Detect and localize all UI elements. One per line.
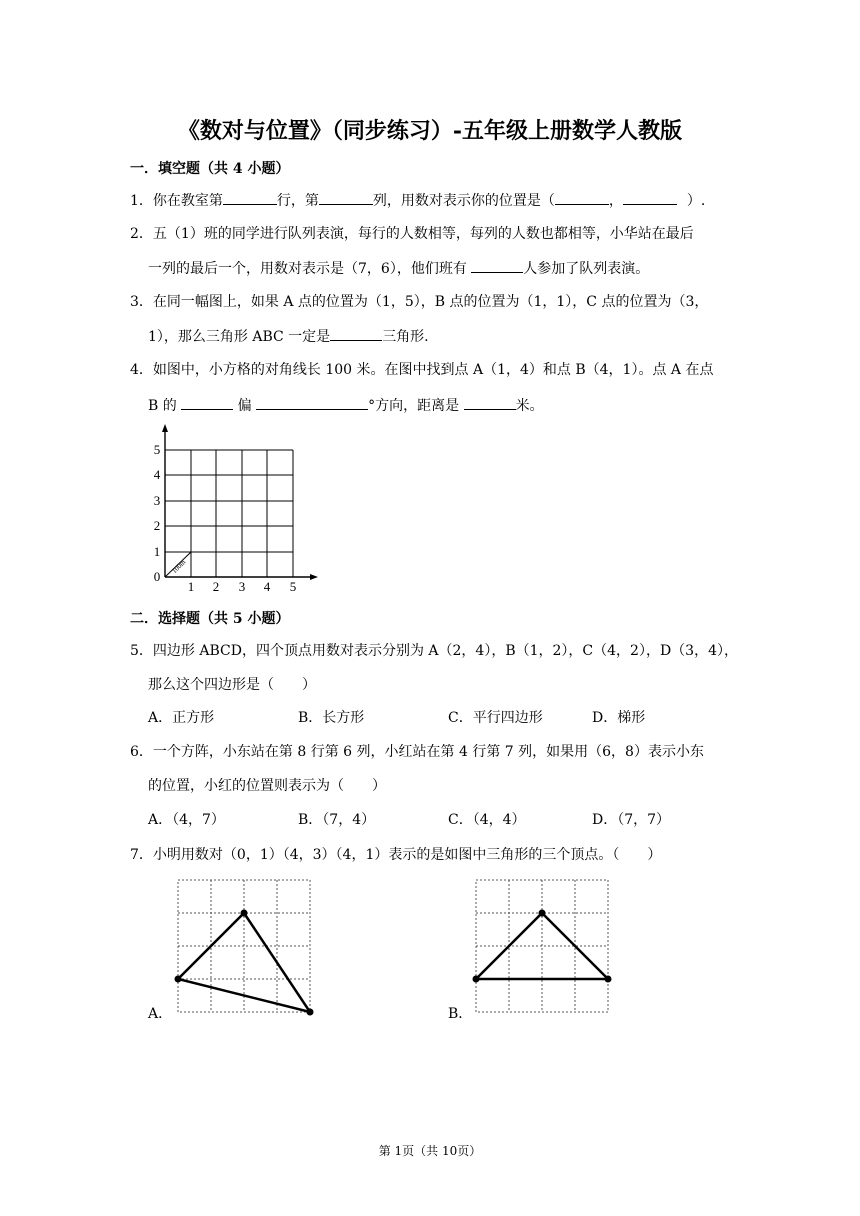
diagonal-label: 100m xyxy=(170,558,188,576)
section-choice-heading: 二．选择题（共 5 小题） xyxy=(130,611,290,627)
q6-option-b[interactable]: B．（7，4） xyxy=(298,812,376,828)
y-tick: 5 xyxy=(153,442,161,457)
q2-blank[interactable] xyxy=(471,258,523,273)
section-fill-in-heading: 一．填空题（共 4 小题） xyxy=(130,161,290,177)
q4-text-c: °方向，距离是 xyxy=(368,398,460,414)
question-3-line-1: 3．在同一幅图上，如果 A 点的位置为（1，5），B 点的位置为（1，1），C 点的位置为（3， xyxy=(130,294,709,310)
question-5-line-2: 那么这个四边形是（ ） xyxy=(148,677,316,693)
q7-option-a[interactable]: A． xyxy=(148,1006,173,1022)
q1-blank-x[interactable] xyxy=(555,190,609,205)
q1-text-4: ， xyxy=(608,193,623,209)
q3-blank[interactable] xyxy=(330,326,382,341)
page-title: 《数对与位置》（同步练习）-五年级上册数学人教版 xyxy=(177,118,683,144)
q5-option-d[interactable]: D．梯形 xyxy=(592,710,646,726)
q4-text-b: 偏 xyxy=(237,398,252,414)
q4-blank-direction[interactable] xyxy=(181,395,233,410)
x-tick: 4 xyxy=(263,579,271,594)
vertex-point xyxy=(307,1009,314,1016)
question-4-line-1: 4．如图中，小方格的对角线长 100 米。在图中找到点 A（1，4）和点 B（4，1）。点 A 在点 xyxy=(130,362,714,378)
q6-option-c[interactable]: C．（4，4） xyxy=(448,812,526,828)
q6-option-a[interactable]: A．（4，7） xyxy=(148,812,225,828)
question-7-line-1: 7．小明用数对（0，1）（4，3）（4，1）表示的是如图中三角形的三个顶点。（ ） xyxy=(130,847,662,863)
q6-option-d[interactable]: D．（7，7） xyxy=(592,812,671,828)
q1-text-3: 列，用数对表示你的位置是（ xyxy=(372,193,555,209)
q2-text-a: 一列的最后一个，用数对表示是（7，6），他们班有 xyxy=(148,261,467,277)
q7-figure-a[interactable] xyxy=(170,874,320,1018)
q1-blank-row[interactable] xyxy=(223,190,277,205)
vertex-point xyxy=(605,976,612,983)
x-tick: 2 xyxy=(212,579,220,594)
x-tick: 5 xyxy=(289,579,297,594)
q4-blank-distance[interactable] xyxy=(464,395,516,410)
q4-blank-angle[interactable] xyxy=(256,395,368,410)
x-tick: 1 xyxy=(187,579,195,594)
q3-text-a: 1），那么三角形 ABC 一定是 xyxy=(148,329,331,345)
q5-option-c[interactable]: C．平行四边形 xyxy=(448,710,543,726)
question-5-line-1: 5．四边形 ABCD，四个顶点用数对表示分别为 A（2，4），B（1，2），C（4，2），D（3，4）， xyxy=(130,643,738,659)
x-axis-arrow-icon xyxy=(310,574,318,580)
q2-text-b: 人参加了队列表演。 xyxy=(523,261,650,277)
q1-text-1: 1．你在教室第 xyxy=(130,193,223,209)
y-tick: 1 xyxy=(153,544,161,559)
q4-text-a: B 的 xyxy=(148,398,177,414)
q3-text-b: 三角形. xyxy=(382,329,429,345)
y-tick: 2 xyxy=(153,518,161,533)
q1-text-2: 行，第 xyxy=(276,193,319,209)
question-1 xyxy=(130,190,705,211)
question-6-line-2: 的位置，小红的位置则表示为（ ） xyxy=(148,778,386,794)
vertex-point xyxy=(473,976,480,983)
q5-option-a[interactable]: A．正方形 xyxy=(148,710,215,726)
q1-blank-y[interactable] xyxy=(623,190,677,205)
vertex-point xyxy=(241,910,248,917)
question-2-line-1: 2．五（1）班的同学进行队列表演，每行的人数相等，每列的人数也都相等，小华站在最后 xyxy=(130,226,694,242)
y-tick: 0 xyxy=(153,569,161,584)
y-axis-arrow-icon xyxy=(162,424,168,432)
q7-figure-b[interactable] xyxy=(468,874,618,1018)
y-tick: 4 xyxy=(153,467,161,482)
x-tick: 3 xyxy=(238,579,246,594)
q7-option-b[interactable]: B． xyxy=(448,1006,473,1022)
q5-option-b[interactable]: B．长方形 xyxy=(298,710,365,726)
q1-blank-col[interactable] xyxy=(319,190,373,205)
q1-text-5: ）. xyxy=(686,193,706,209)
y-tick: 3 xyxy=(153,493,161,508)
page-footer: 第 1页（共 10页） xyxy=(378,1144,482,1158)
q4-text-d: 米。 xyxy=(515,398,544,414)
vertex-point xyxy=(175,976,182,983)
question-2-line-2 xyxy=(148,258,649,279)
q4-coordinate-grid xyxy=(140,418,330,596)
question-3-line-2 xyxy=(148,326,429,347)
question-6-line-1: 6．一个方阵，小东站在第 8 行第 6 列，小红站在第 4 行第 7 列，如果用（6，8）表示小东 xyxy=(130,744,704,760)
vertex-point xyxy=(539,910,546,917)
question-4-line-2 xyxy=(148,395,544,416)
